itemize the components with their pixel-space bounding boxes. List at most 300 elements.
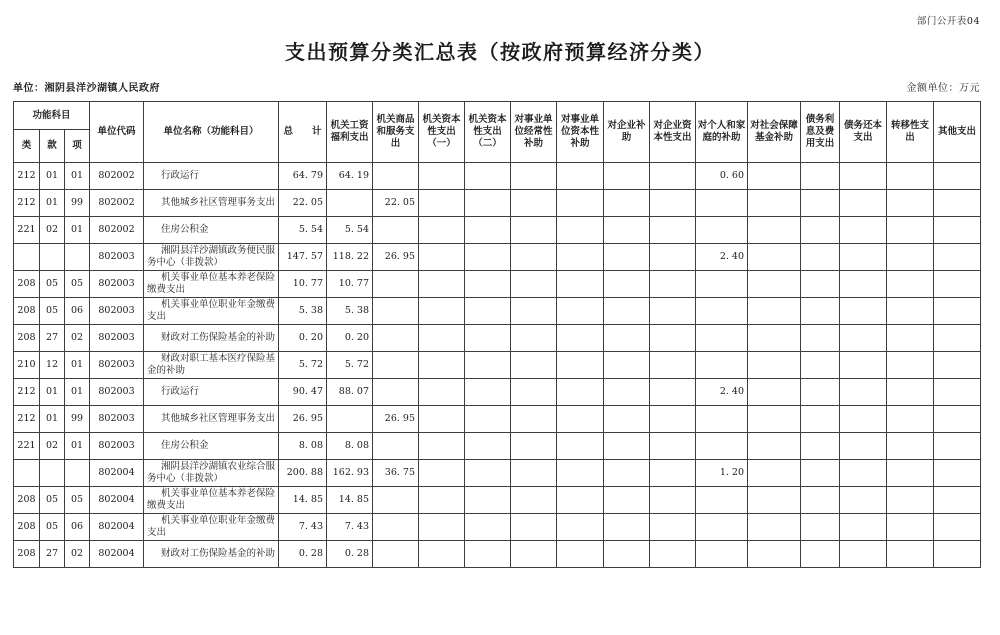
cell-unit-code: 802004 <box>90 541 144 568</box>
table-row <box>14 406 981 433</box>
cell-amount <box>419 487 465 514</box>
cell-amount <box>934 190 981 217</box>
cell-amount <box>650 487 696 514</box>
cell-item <box>65 460 90 487</box>
cell-amount <box>650 406 696 433</box>
cell-amount: 90. 47 <box>279 379 327 406</box>
cell-amount <box>887 244 934 271</box>
cell-amount <box>465 298 511 325</box>
cell-amount <box>801 271 840 298</box>
cell-item: 01 <box>65 217 90 244</box>
cell-amount <box>419 217 465 244</box>
cell-amount: 26. 95 <box>373 244 419 271</box>
cell-unit-name: 其他城乡社区管理事务支出 <box>144 190 279 217</box>
cell-amount <box>465 217 511 244</box>
cell-amount: 118. 22 <box>327 244 373 271</box>
cell-amount <box>840 352 887 379</box>
cell-unit-name: 机关事业单位基本养老保险缴费支出 <box>144 271 279 298</box>
cell-unit-code: 802003 <box>90 406 144 433</box>
cell-amount <box>696 433 748 460</box>
table-body <box>14 163 981 568</box>
cell-amount <box>511 298 557 325</box>
cell-amount <box>465 406 511 433</box>
cell-amount <box>840 433 887 460</box>
cell-unit-code: 802003 <box>90 325 144 352</box>
cell-unit-code: 802003 <box>90 298 144 325</box>
cell-amount <box>557 406 604 433</box>
cell-amount <box>748 406 801 433</box>
cell-amount <box>373 379 419 406</box>
cell-amount <box>887 379 934 406</box>
cell-amount <box>419 244 465 271</box>
cell-amount <box>419 541 465 568</box>
header-debt-interest-fees: 债务利息及费用支出 <box>801 102 840 163</box>
cell-unit-code: 802004 <box>90 514 144 541</box>
cell-amount <box>840 541 887 568</box>
cell-amount <box>801 163 840 190</box>
cell-amount <box>419 352 465 379</box>
header-enterprise-subsidy: 对企业补助 <box>604 102 650 163</box>
cell-amount <box>327 406 373 433</box>
cell-amount <box>840 460 887 487</box>
cell-amount <box>887 433 934 460</box>
cell-amount <box>557 487 604 514</box>
cell-unit-name: 湘阴县洋沙湖镇农业综合服务中心（非拨款） <box>144 460 279 487</box>
cell-amount: 14. 85 <box>279 487 327 514</box>
cell-amount: 5. 54 <box>279 217 327 244</box>
header-institution-capital-subsidy: 对事业单位资本性补助 <box>557 102 604 163</box>
cell-amount <box>748 325 801 352</box>
header-enterprise-capital: 对企业资本性支出 <box>650 102 696 163</box>
cell-amount <box>419 460 465 487</box>
cell-amount <box>465 487 511 514</box>
cell-amount <box>801 325 840 352</box>
cell-amount <box>650 433 696 460</box>
cell-section: 02 <box>40 217 65 244</box>
cell-amount <box>511 487 557 514</box>
cell-unit-name: 行政运行 <box>144 379 279 406</box>
cell-amount <box>840 244 887 271</box>
cell-amount <box>887 325 934 352</box>
cell-amount <box>748 487 801 514</box>
cell-amount <box>748 271 801 298</box>
cell-amount <box>748 379 801 406</box>
cell-amount <box>604 271 650 298</box>
cell-amount <box>934 514 981 541</box>
cell-amount <box>887 271 934 298</box>
cell-amount <box>650 163 696 190</box>
cell-amount: 0. 28 <box>327 541 373 568</box>
cell-amount <box>887 298 934 325</box>
cell-amount <box>373 271 419 298</box>
cell-amount <box>604 190 650 217</box>
cell-amount <box>604 433 650 460</box>
cell-amount <box>934 433 981 460</box>
cell-unit-code: 802004 <box>90 487 144 514</box>
cell-amount <box>748 514 801 541</box>
cell-amount <box>511 460 557 487</box>
cell-category: 212 <box>14 163 40 190</box>
cell-amount: 200. 88 <box>279 460 327 487</box>
cell-amount <box>419 514 465 541</box>
cell-section: 01 <box>40 190 65 217</box>
header-section: 款 <box>40 130 65 163</box>
header-social-security-fund-subsidy: 对社会保障基金补助 <box>748 102 801 163</box>
cell-unit-code: 802004 <box>90 460 144 487</box>
cell-amount <box>887 487 934 514</box>
cell-amount <box>650 217 696 244</box>
cell-unit-code: 802003 <box>90 379 144 406</box>
cell-amount <box>419 298 465 325</box>
cell-amount: 64. 79 <box>279 163 327 190</box>
cell-unit-name: 财政对工伤保险基金的补助 <box>144 541 279 568</box>
cell-amount <box>604 541 650 568</box>
cell-unit-name: 机关事业单位职业年金缴费支出 <box>144 298 279 325</box>
doc-number-label: 部门公开表04 <box>916 16 980 27</box>
cell-amount: 22. 05 <box>279 190 327 217</box>
cell-amount: 10. 77 <box>279 271 327 298</box>
cell-amount <box>511 379 557 406</box>
cell-amount <box>801 217 840 244</box>
cell-amount: 7. 43 <box>327 514 373 541</box>
cell-amount <box>511 433 557 460</box>
cell-unit-code: 802003 <box>90 433 144 460</box>
page-title: 支出预算分类汇总表（按政府预算经济分类） <box>285 40 715 64</box>
cell-amount <box>604 352 650 379</box>
cell-amount <box>604 379 650 406</box>
cell-amount: 8. 08 <box>279 433 327 460</box>
cell-amount <box>419 271 465 298</box>
cell-section: 02 <box>40 433 65 460</box>
cell-amount <box>801 352 840 379</box>
cell-amount <box>465 433 511 460</box>
cell-amount <box>696 514 748 541</box>
cell-amount <box>511 325 557 352</box>
cell-unit-name: 财政对工伤保险基金的补助 <box>144 325 279 352</box>
cell-unit-name: 行政运行 <box>144 163 279 190</box>
cell-amount <box>748 541 801 568</box>
cell-amount <box>419 406 465 433</box>
header-debt-principal: 债务还本支出 <box>840 102 887 163</box>
cell-item: 01 <box>65 163 90 190</box>
cell-amount: 5. 54 <box>327 217 373 244</box>
cell-amount: 88. 07 <box>327 379 373 406</box>
header-agency-wage-welfare: 机关工资福利支出 <box>327 102 373 163</box>
cell-amount <box>748 190 801 217</box>
cell-amount <box>511 406 557 433</box>
cell-amount <box>934 406 981 433</box>
cell-amount <box>801 190 840 217</box>
cell-section: 05 <box>40 487 65 514</box>
cell-amount <box>465 325 511 352</box>
cell-amount <box>511 190 557 217</box>
cell-category: 208 <box>14 271 40 298</box>
cell-section <box>40 244 65 271</box>
cell-amount <box>887 190 934 217</box>
cell-amount <box>748 298 801 325</box>
cell-amount <box>465 271 511 298</box>
header-agency-capital-2: 机关资本性支出（二） <box>465 102 511 163</box>
cell-amount <box>748 460 801 487</box>
cell-amount <box>887 514 934 541</box>
cell-amount: 0. 28 <box>279 541 327 568</box>
cell-amount <box>696 217 748 244</box>
cell-amount <box>934 217 981 244</box>
cell-amount <box>557 325 604 352</box>
cell-amount <box>696 541 748 568</box>
cell-section: 12 <box>40 352 65 379</box>
cell-item: 02 <box>65 325 90 352</box>
cell-section: 27 <box>40 541 65 568</box>
cell-amount <box>511 541 557 568</box>
cell-amount <box>801 487 840 514</box>
cell-amount <box>604 163 650 190</box>
cell-category <box>14 244 40 271</box>
cell-unit-code: 802002 <box>90 163 144 190</box>
cell-unit-name: 财政对职工基本医疗保险基金的补助 <box>144 352 279 379</box>
cell-amount <box>887 163 934 190</box>
cell-unit-name: 住房公积金 <box>144 433 279 460</box>
cell-amount <box>557 514 604 541</box>
table-row <box>14 541 981 568</box>
cell-amount <box>696 298 748 325</box>
cell-amount <box>604 460 650 487</box>
cell-amount: 36. 75 <box>373 460 419 487</box>
table-row <box>14 433 981 460</box>
cell-amount <box>650 379 696 406</box>
cell-section: 05 <box>40 514 65 541</box>
cell-amount: 5. 38 <box>327 298 373 325</box>
cell-category: 208 <box>14 514 40 541</box>
table-row <box>14 244 981 271</box>
cell-amount <box>604 325 650 352</box>
table-row <box>14 163 981 190</box>
cell-amount <box>801 541 840 568</box>
budget-summary-table <box>13 101 981 568</box>
cell-amount: 26. 95 <box>373 406 419 433</box>
cell-amount <box>650 460 696 487</box>
cell-amount <box>840 163 887 190</box>
cell-amount <box>840 487 887 514</box>
header-transfer-expenditure: 转移性支出 <box>887 102 934 163</box>
cell-item: 01 <box>65 379 90 406</box>
table-row <box>14 217 981 244</box>
cell-amount <box>604 406 650 433</box>
cell-amount <box>465 460 511 487</box>
cell-amount <box>840 271 887 298</box>
cell-item <box>65 244 90 271</box>
header-individual-family-subsidy: 对个人和家庭的补助 <box>696 102 748 163</box>
cell-item: 02 <box>65 541 90 568</box>
cell-section: 01 <box>40 163 65 190</box>
cell-amount <box>934 379 981 406</box>
cell-amount <box>887 460 934 487</box>
cell-amount <box>801 514 840 541</box>
cell-amount <box>557 190 604 217</box>
cell-item: 99 <box>65 190 90 217</box>
cell-amount <box>696 352 748 379</box>
cell-amount <box>557 460 604 487</box>
cell-section: 01 <box>40 406 65 433</box>
cell-amount: 162. 93 <box>327 460 373 487</box>
cell-amount <box>511 244 557 271</box>
cell-amount: 64. 19 <box>327 163 373 190</box>
cell-item: 05 <box>65 487 90 514</box>
table-header <box>14 102 981 163</box>
cell-amount: 0. 60 <box>696 163 748 190</box>
cell-unit-code: 802002 <box>90 190 144 217</box>
cell-amount <box>557 217 604 244</box>
cell-amount <box>650 514 696 541</box>
amount-unit-label: 金额单位：万元 <box>906 83 980 94</box>
cell-item: 01 <box>65 433 90 460</box>
cell-amount <box>934 244 981 271</box>
cell-amount <box>887 217 934 244</box>
cell-unit-code: 802003 <box>90 244 144 271</box>
cell-amount <box>557 298 604 325</box>
cell-amount <box>373 541 419 568</box>
cell-amount: 10. 77 <box>327 271 373 298</box>
cell-amount <box>419 379 465 406</box>
cell-unit-name: 机关事业单位基本养老保险缴费支出 <box>144 487 279 514</box>
cell-amount <box>801 460 840 487</box>
cell-amount <box>934 541 981 568</box>
table-row <box>14 190 981 217</box>
cell-amount <box>934 487 981 514</box>
cell-category: 221 <box>14 433 40 460</box>
cell-amount <box>840 190 887 217</box>
cell-amount <box>801 379 840 406</box>
cell-category: 208 <box>14 325 40 352</box>
header-institution-recurrent-subsidy: 对事业单位经常性补助 <box>511 102 557 163</box>
cell-amount <box>373 487 419 514</box>
cell-amount <box>650 352 696 379</box>
cell-amount <box>934 271 981 298</box>
cell-amount: 2. 40 <box>696 244 748 271</box>
cell-unit-name: 住房公积金 <box>144 217 279 244</box>
cell-category: 210 <box>14 352 40 379</box>
header-other-expenditure: 其他支出 <box>934 102 981 163</box>
cell-amount <box>650 541 696 568</box>
cell-amount <box>840 298 887 325</box>
table-row <box>14 379 981 406</box>
cell-amount <box>373 298 419 325</box>
cell-amount: 7. 43 <box>279 514 327 541</box>
cell-unit-code: 802003 <box>90 271 144 298</box>
cell-amount <box>511 163 557 190</box>
cell-amount <box>934 163 981 190</box>
cell-amount <box>748 352 801 379</box>
cell-unit-code: 802003 <box>90 352 144 379</box>
cell-amount <box>419 325 465 352</box>
cell-amount <box>801 433 840 460</box>
cell-amount <box>887 541 934 568</box>
cell-amount <box>465 514 511 541</box>
cell-amount <box>934 460 981 487</box>
cell-amount <box>557 163 604 190</box>
unit-name-label: 单位：湘阴县洋沙湖镇人民政府 <box>13 83 160 94</box>
cell-amount <box>373 352 419 379</box>
cell-amount <box>327 190 373 217</box>
cell-amount <box>511 352 557 379</box>
cell-amount <box>373 163 419 190</box>
cell-amount <box>748 217 801 244</box>
cell-amount: 2. 40 <box>696 379 748 406</box>
cell-amount <box>650 325 696 352</box>
header-unit-code: 单位代码 <box>90 102 144 163</box>
table-row <box>14 271 981 298</box>
cell-amount <box>465 190 511 217</box>
cell-amount <box>696 325 748 352</box>
cell-amount: 1. 20 <box>696 460 748 487</box>
cell-section: 01 <box>40 379 65 406</box>
cell-unit-name: 湘阴县洋沙湖镇政务便民服务中心（非拨款） <box>144 244 279 271</box>
cell-amount <box>604 217 650 244</box>
cell-item: 01 <box>65 352 90 379</box>
cell-amount <box>604 298 650 325</box>
cell-amount: 147. 57 <box>279 244 327 271</box>
cell-amount <box>801 244 840 271</box>
cell-amount <box>696 190 748 217</box>
cell-item: 06 <box>65 514 90 541</box>
table-row <box>14 514 981 541</box>
cell-amount: 5. 38 <box>279 298 327 325</box>
cell-amount <box>650 298 696 325</box>
header-unit-name: 单位名称（功能科目） <box>144 102 279 163</box>
cell-amount: 26. 95 <box>279 406 327 433</box>
cell-category: 212 <box>14 190 40 217</box>
header-functional-subject-group: 功能科目 <box>14 102 90 130</box>
cell-amount: 0. 20 <box>327 325 373 352</box>
cell-category: 212 <box>14 379 40 406</box>
cell-category: 208 <box>14 298 40 325</box>
cell-amount <box>934 352 981 379</box>
cell-amount <box>373 433 419 460</box>
cell-amount <box>419 163 465 190</box>
table-row <box>14 325 981 352</box>
table-row <box>14 487 981 514</box>
cell-amount <box>373 325 419 352</box>
cell-amount <box>934 325 981 352</box>
header-total: 总 计 <box>279 102 327 163</box>
cell-amount <box>557 352 604 379</box>
cell-amount <box>604 244 650 271</box>
cell-amount: 8. 08 <box>327 433 373 460</box>
cell-category: 208 <box>14 487 40 514</box>
cell-category <box>14 460 40 487</box>
cell-amount <box>801 406 840 433</box>
cell-amount <box>604 487 650 514</box>
cell-amount <box>465 352 511 379</box>
cell-section: 05 <box>40 271 65 298</box>
header-item: 项 <box>65 130 90 163</box>
cell-amount <box>465 379 511 406</box>
cell-amount <box>840 325 887 352</box>
cell-amount <box>373 514 419 541</box>
cell-amount <box>748 433 801 460</box>
cell-amount <box>511 271 557 298</box>
cell-amount <box>650 190 696 217</box>
cell-amount <box>840 379 887 406</box>
cell-amount: 5. 72 <box>279 352 327 379</box>
cell-amount <box>465 163 511 190</box>
cell-unit-name: 其他城乡社区管理事务支出 <box>144 406 279 433</box>
cell-amount <box>650 271 696 298</box>
cell-amount <box>419 433 465 460</box>
cell-amount <box>557 433 604 460</box>
cell-amount <box>557 244 604 271</box>
cell-unit-code: 802002 <box>90 217 144 244</box>
